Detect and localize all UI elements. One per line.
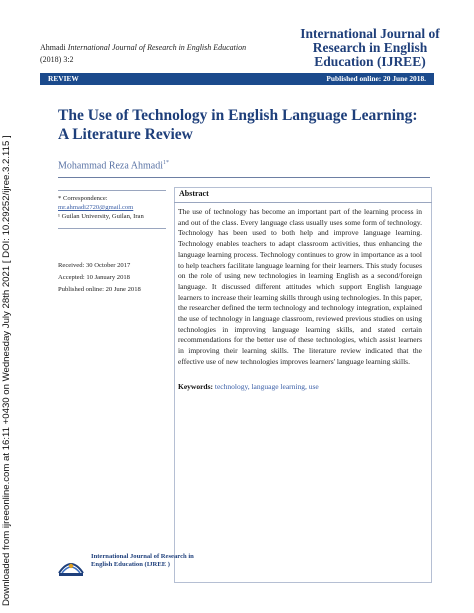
author-name[interactable]: Mohammad Reza Ahmadi	[58, 160, 163, 172]
published-date: Published online: 20 June 2018	[58, 286, 141, 293]
published-online-label: Published online: 20 June 2018.	[326, 74, 426, 83]
keywords-list[interactable]: technology, language learning, use	[214, 382, 319, 391]
meta-divider-top	[58, 190, 166, 191]
abstract-body: The use of technology has become an important part of the learning process in and out of the class. Every language class usually uses some form of technology. Technology has been used to both help and improve language learning. Technology enables teachers to adapt classroom activities, thus enhancing the language learning process. Technology continues to grow in importance as a tool to help teachers facilitate language learning for their learners. This study focuses on the role of using new technologies in learning English as a second/foreign language. It discussed different attitudes which support English language learners to increase their learning skills through using technologies. In this paper, the researcher defined the term technology and technology integration, explained the use of technology in language classroom, reviewed previous studies on using technologies in improving language learning skills, and stated certain recommendations for the better use of these technologies, which assist learners in improving their learning skills. The literature review indicated that the effective use of new technologies improves learners' language learning skills.	[178, 207, 422, 366]
abstract-divider	[174, 202, 432, 203]
correspondence-block	[58, 194, 168, 221]
volume-issue: (2018) 3:2	[40, 55, 74, 64]
running-header-author: Ahmadi	[40, 43, 66, 52]
footer-journal-name: International Journal of Research in English Education (IJREE )	[91, 553, 194, 568]
meta-divider-bottom	[58, 228, 166, 229]
keywords-label: Keywords:	[178, 382, 213, 391]
divider	[58, 177, 430, 178]
affiliation: ¹ Guilan University, Guilan, Iran	[58, 213, 144, 220]
correspondence-label: * Correspondence:	[58, 195, 108, 202]
journal-title: International Journal of Research in English Education (IJREE)	[300, 26, 440, 69]
keywords	[178, 382, 422, 393]
abstract-heading: Abstract	[179, 189, 209, 198]
journal-logo-icon	[56, 553, 86, 579]
download-info-text: Downloaded from ijreeonline.com at 16:11 +0430 on Wednesday July 28th 2021 [ DOI: 10.29252/ijree.3.2.115 ]	[1, 135, 12, 606]
correspondence-email[interactable]: mr.ahmadi2720@gmail.com	[58, 204, 134, 211]
article-type-label: REVIEW	[48, 74, 79, 83]
running-header-journal: International Journal of Research in English Education	[67, 43, 247, 52]
dates-block	[58, 261, 168, 294]
author-superscript: 1*	[162, 160, 169, 166]
article-type-bar	[40, 73, 434, 85]
author-line	[58, 160, 169, 171]
received-date: Received: 30 October 2017	[58, 262, 131, 269]
accepted-date: Accepted: 10 January 2018	[58, 274, 130, 281]
running-header	[40, 42, 280, 66]
article-title: The Use of Technology in English Language Learning: A Literature Review	[58, 107, 418, 143]
